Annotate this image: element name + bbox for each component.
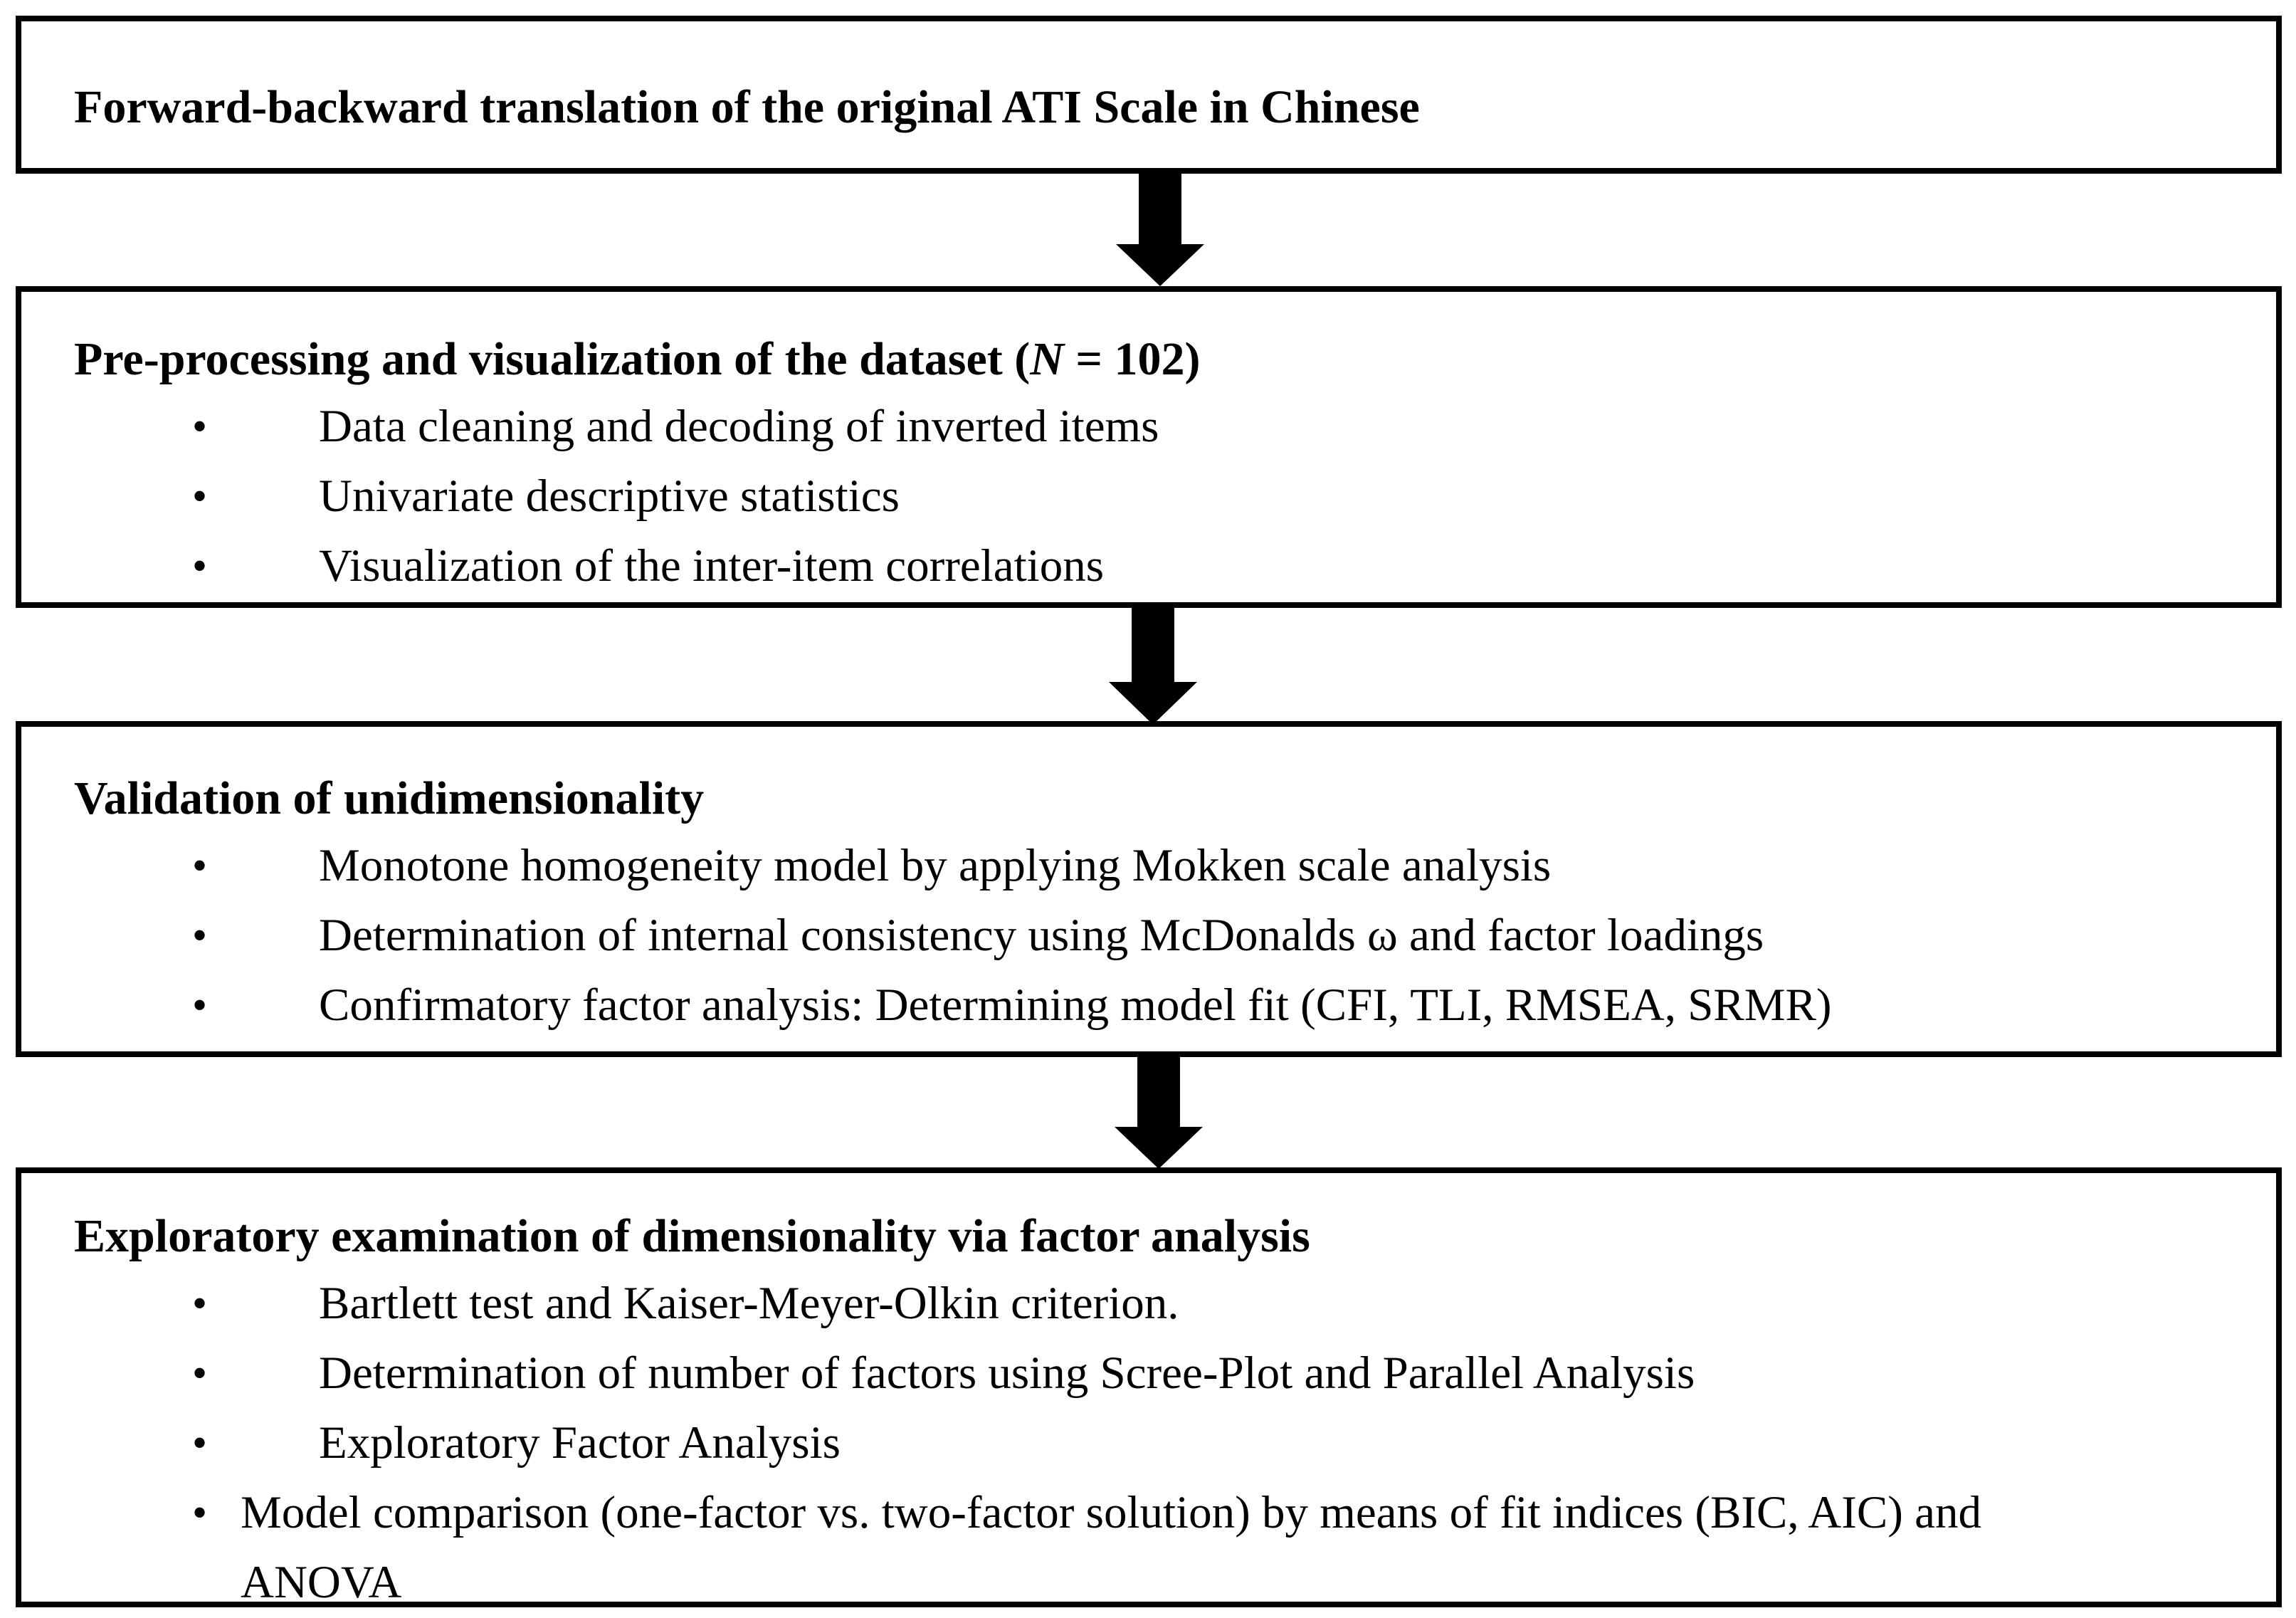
list-item-text: Exploratory Factor Analysis [319, 1417, 841, 1469]
bullet-icon: • [192, 1280, 208, 1327]
bullet-icon: • [192, 1350, 208, 1397]
list-item [21, 392, 2276, 461]
list-item-text: Data cleaning and decoding of inverted items [319, 401, 1159, 452]
step-box-translation [16, 16, 2282, 174]
step-items-exploratory [21, 1268, 2276, 1617]
step-title-translation: Forward-backward translation of the original ATI Scale in Chinese [74, 81, 1420, 133]
step-box-exploratory [16, 1167, 2282, 1607]
bullet-icon: • [192, 842, 208, 889]
list-item-text: Determination of internal consistency using McDonalds ω and factor loadings [319, 910, 1764, 961]
step-items-unidimensionality [21, 831, 2276, 1040]
list-item [21, 970, 2276, 1040]
list-item-text: Bartlett test and Kaiser-Meyer-Olkin criterion. [319, 1278, 1179, 1329]
step-title-exploratory: Exploratory examination of dimensionality via factor analysis [74, 1210, 1310, 1262]
down-arrow-icon [1109, 1054, 1208, 1171]
list-item [21, 1478, 2276, 1617]
list-item [21, 900, 2276, 970]
list-item-text: Univariate descriptive statistics [319, 471, 900, 522]
list-item-text: Model comparison (one-factor vs. two-factor solution) by means of fit indices (BIC, AIC) and ANOVA [241, 1487, 1981, 1608]
step-title-preprocessing: Pre-processing and visualization of the dataset (N = 102) [74, 333, 1201, 385]
list-item [21, 461, 2276, 531]
step-box-preprocessing [16, 286, 2282, 608]
bullet-icon: • [192, 403, 208, 450]
list-item [21, 531, 2276, 601]
list-item-text: Confirmatory factor analysis: Determining model fit (CFI, TLI, RMSEA, SRMR) [319, 979, 1832, 1031]
down-arrow-icon [1103, 605, 1203, 726]
list-item [21, 1338, 2276, 1408]
bullet-icon: • [192, 1489, 208, 1536]
list-item [21, 1408, 2276, 1478]
down-arrow-icon [1110, 171, 1210, 288]
list-item-text: Monotone homogeneity model by applying Mokken scale analysis [319, 840, 1552, 891]
bullet-icon: • [192, 1419, 208, 1466]
list-item [21, 1268, 2276, 1338]
list-item-text: Determination of number of factors using Scree-Plot and Parallel Analysis [319, 1348, 1695, 1399]
list-item [21, 831, 2276, 900]
step-title-unidimensionality: Validation of unidimensionality [74, 772, 705, 824]
bullet-icon: • [192, 912, 208, 959]
bullet-icon: • [192, 982, 208, 1029]
bullet-icon: • [192, 473, 208, 520]
list-item-text: Visualization of the inter-item correlations [319, 540, 1105, 592]
bullet-icon: • [192, 542, 208, 589]
step-items-preprocessing [21, 392, 2276, 601]
step-box-unidimensionality [16, 721, 2282, 1057]
